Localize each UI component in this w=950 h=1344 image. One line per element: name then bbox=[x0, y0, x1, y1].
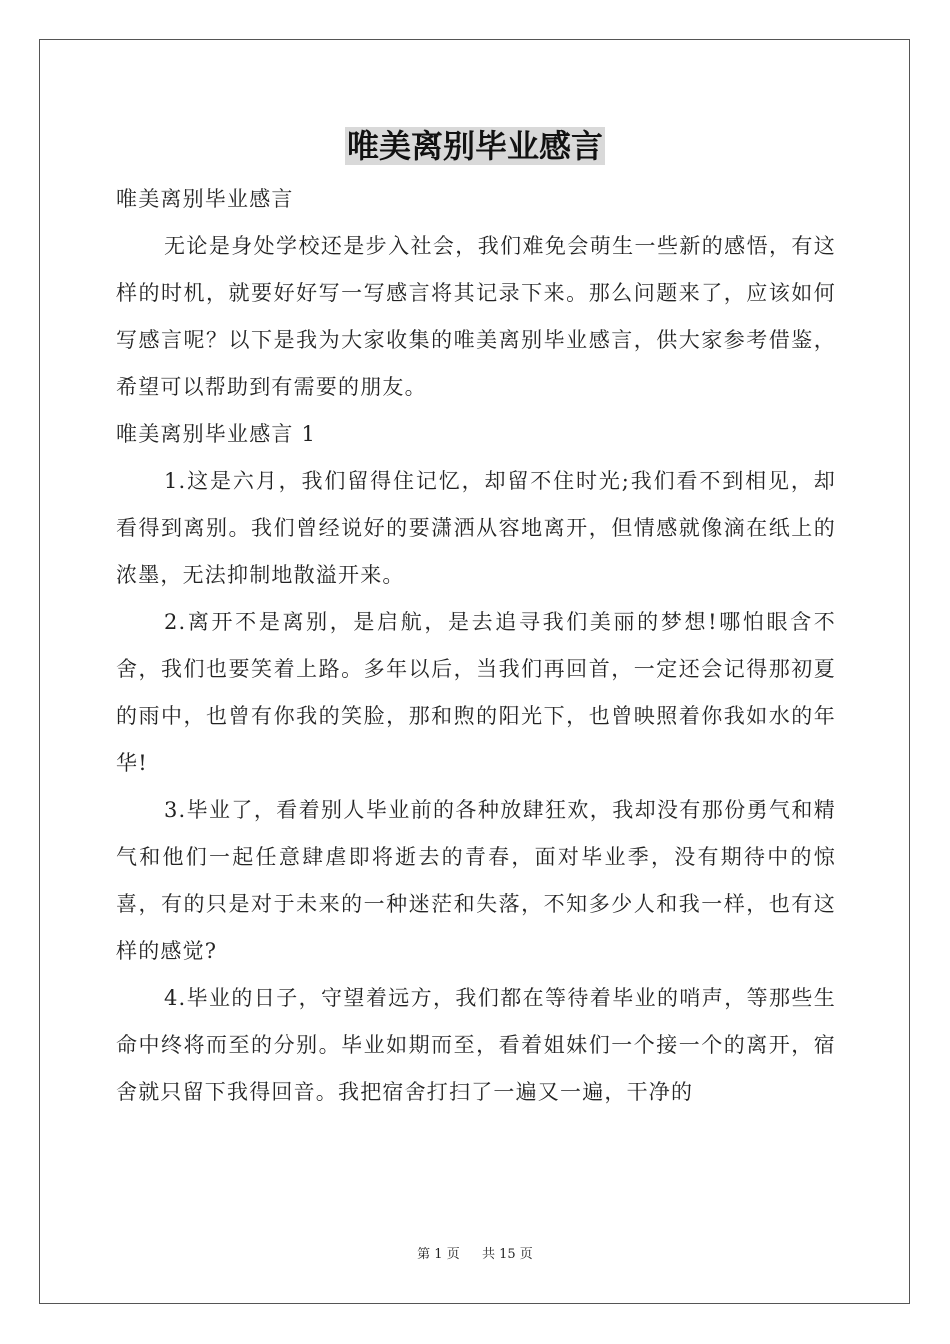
body-paragraph-1: 1.这是六月，我们留得住记忆，却留不住时光;我们看不到相见，却看得到离别。我们曾经说好的要潇洒从容地离开，但情感就像滴在纸上的浓墨，无法抑制地散溢开来。 bbox=[116, 469, 836, 587]
page-footer bbox=[0, 1246, 950, 1264]
document-subtitle: 唯美离别毕业感言 bbox=[116, 187, 294, 211]
page-total: 共 15 页 bbox=[482, 1247, 533, 1262]
body-paragraph-2: 2.离开不是离别，是启航，是去追寻我们美丽的梦想!哪怕眼含不舍，我们也要笑着上路。多年以后，当我们再回首，一定还会记得那初夏的雨中，也曾有你我的笑脸，那和煦的阳光下，也曾映照着你我如水的年华! bbox=[116, 610, 836, 775]
body-paragraph-3: 3.毕业了，看着别人毕业前的各种放肆狂欢，我却没有那份勇气和精气和他们一起任意肆虐即将逝去的青春，面对毕业季，没有期待中的惊喜，有的只是对于未来的一种迷茫和失落，不知多少人和我一样，也有这样的感觉? bbox=[116, 798, 836, 963]
section-heading: 唯美离别毕业感言 1 bbox=[116, 422, 317, 446]
document-title-text: 唯美离别毕业感言 bbox=[346, 127, 603, 165]
document-body bbox=[116, 176, 836, 1116]
body-paragraph-4: 4.毕业的日子，守望着远方，我们都在等待着毕业的哨声，等那些生命中终将而至的分别。毕业如期而至，看着姐妹们一个接一个的离开，宿舍就只留下我得回音。我把宿舍打扫了一遍又一遍，干净的 bbox=[116, 986, 836, 1104]
document-title bbox=[0, 122, 950, 170]
intro-paragraph: 无论是身处学校还是步入社会，我们难免会萌生一些新的感悟，有这样的时机，就要好好写一写感言将其记录下来。那么问题来了，应该如何写感言呢？以下是我为大家收集的唯美离别毕业感言，供大家参考借鉴，希望可以帮助到有需要的朋友。 bbox=[116, 234, 836, 399]
page-number: 第 1 页 bbox=[417, 1247, 460, 1262]
